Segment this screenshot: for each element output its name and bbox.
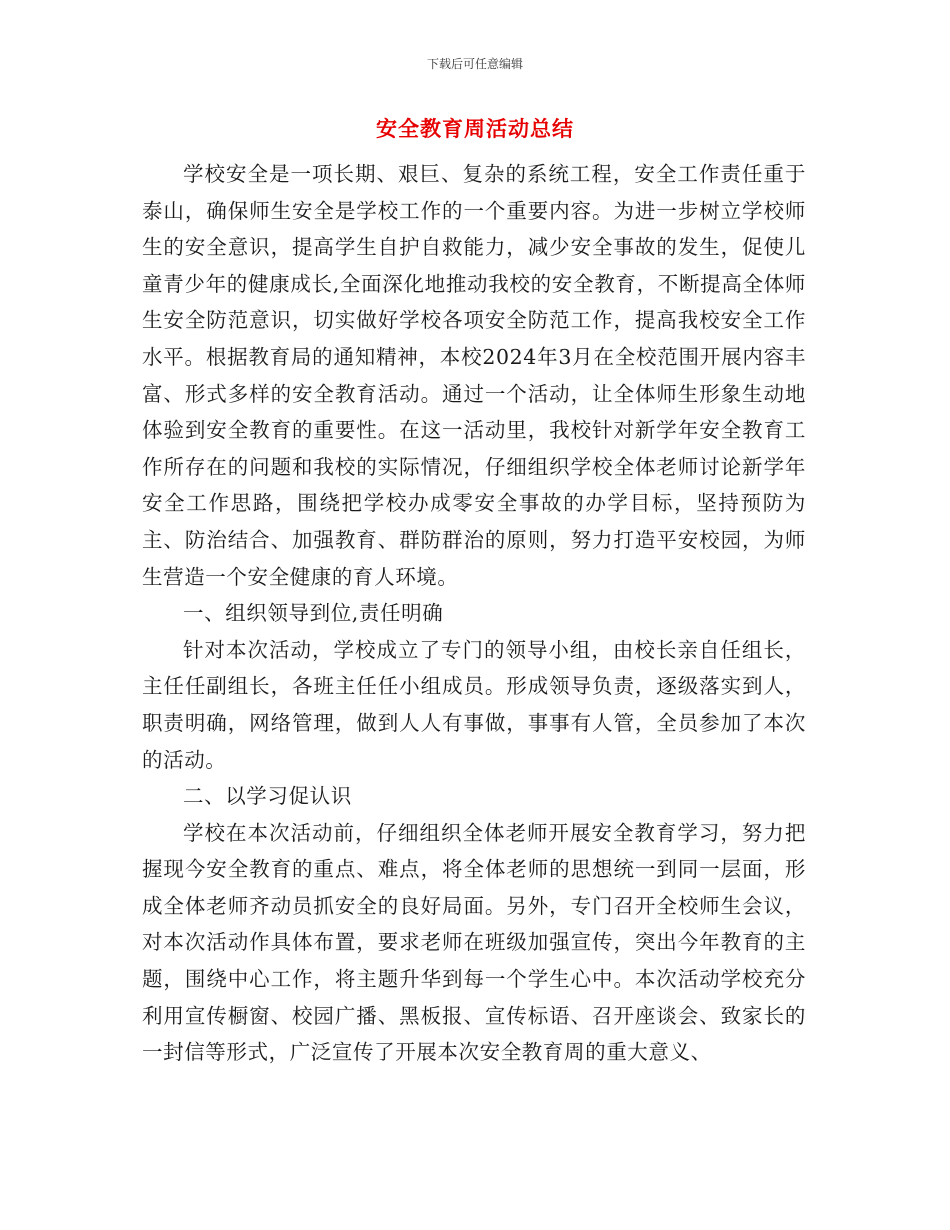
document-body xyxy=(142,156,806,1071)
paragraph-section-1: 针对本次活动，学校成立了专门的领导小组，由校长亲自任组长，主任任副组长，各班主任任小组成员。形成领导负责，逐级落实到人，职责明确，网络管理，做到人人有事做，事事有人管，全员参加了本次的活动。 xyxy=(142,637,806,772)
section-heading-1: 一、组织领导到位,责任明确 xyxy=(183,601,444,626)
header-note: 下载后可任意编辑 xyxy=(426,57,523,71)
paragraph-section-2: 学校在本次活动前，仔细组织全体老师开展安全教育学习，努力把握现今安全教育的重点、难点，将全体老师的思想统一到同一层面，形成全体老师齐动员抓安全的良好局面。另外，专门召开全校师生会议，对本次活动作具体布置，要求老师在班级加强宣传，突出今年教育的主题，围绕中心工作，将主题升华到每一个学生心中。本次活动学校充分利用宣传橱窗、校园广播、黑板报、宣传标语、召开座谈会、致家长的一封信等形式，广泛宣传了开展本次安全教育周的重大意义、 xyxy=(142,820,806,1065)
document-title: 安全教育周活动总结 xyxy=(376,117,574,141)
paragraph-intro: 学校安全是一项长期、艰巨、复杂的系统工程，安全工作责任重于泰山，确保师生安全是学校工作的一个重要内容。为进一步树立学校师生的安全意识，提高学生自护自救能力，减少安全事故的发生，促使儿童青少年的健康成长,全面深化地推动我校的安全教育，不断提高全体师生安全防范意识，切实做好学校各项安全防范工作，提高我校安全工作水平。根据教育局的通知精神，本校2024年3月在全校范围开展内容丰富、形式多样的安全教育活动。通过一个活动，让全体师生形象生动地体验到安全教育的重要性。在这一活动里，我校针对新学年安全教育工作所存在的问题和我校的实际情况，仔细组织学校全体老师讨论新学年安全工作思路，围绕把学校办成零安全事故的办学目标，坚持预防为主、防治结合、加强教育、群防群治的原则，努力打造平安校园，为师生营造一个安全健康的育人环境。 xyxy=(142,162,806,589)
section-heading-2: 二、以学习促认识 xyxy=(183,784,352,809)
